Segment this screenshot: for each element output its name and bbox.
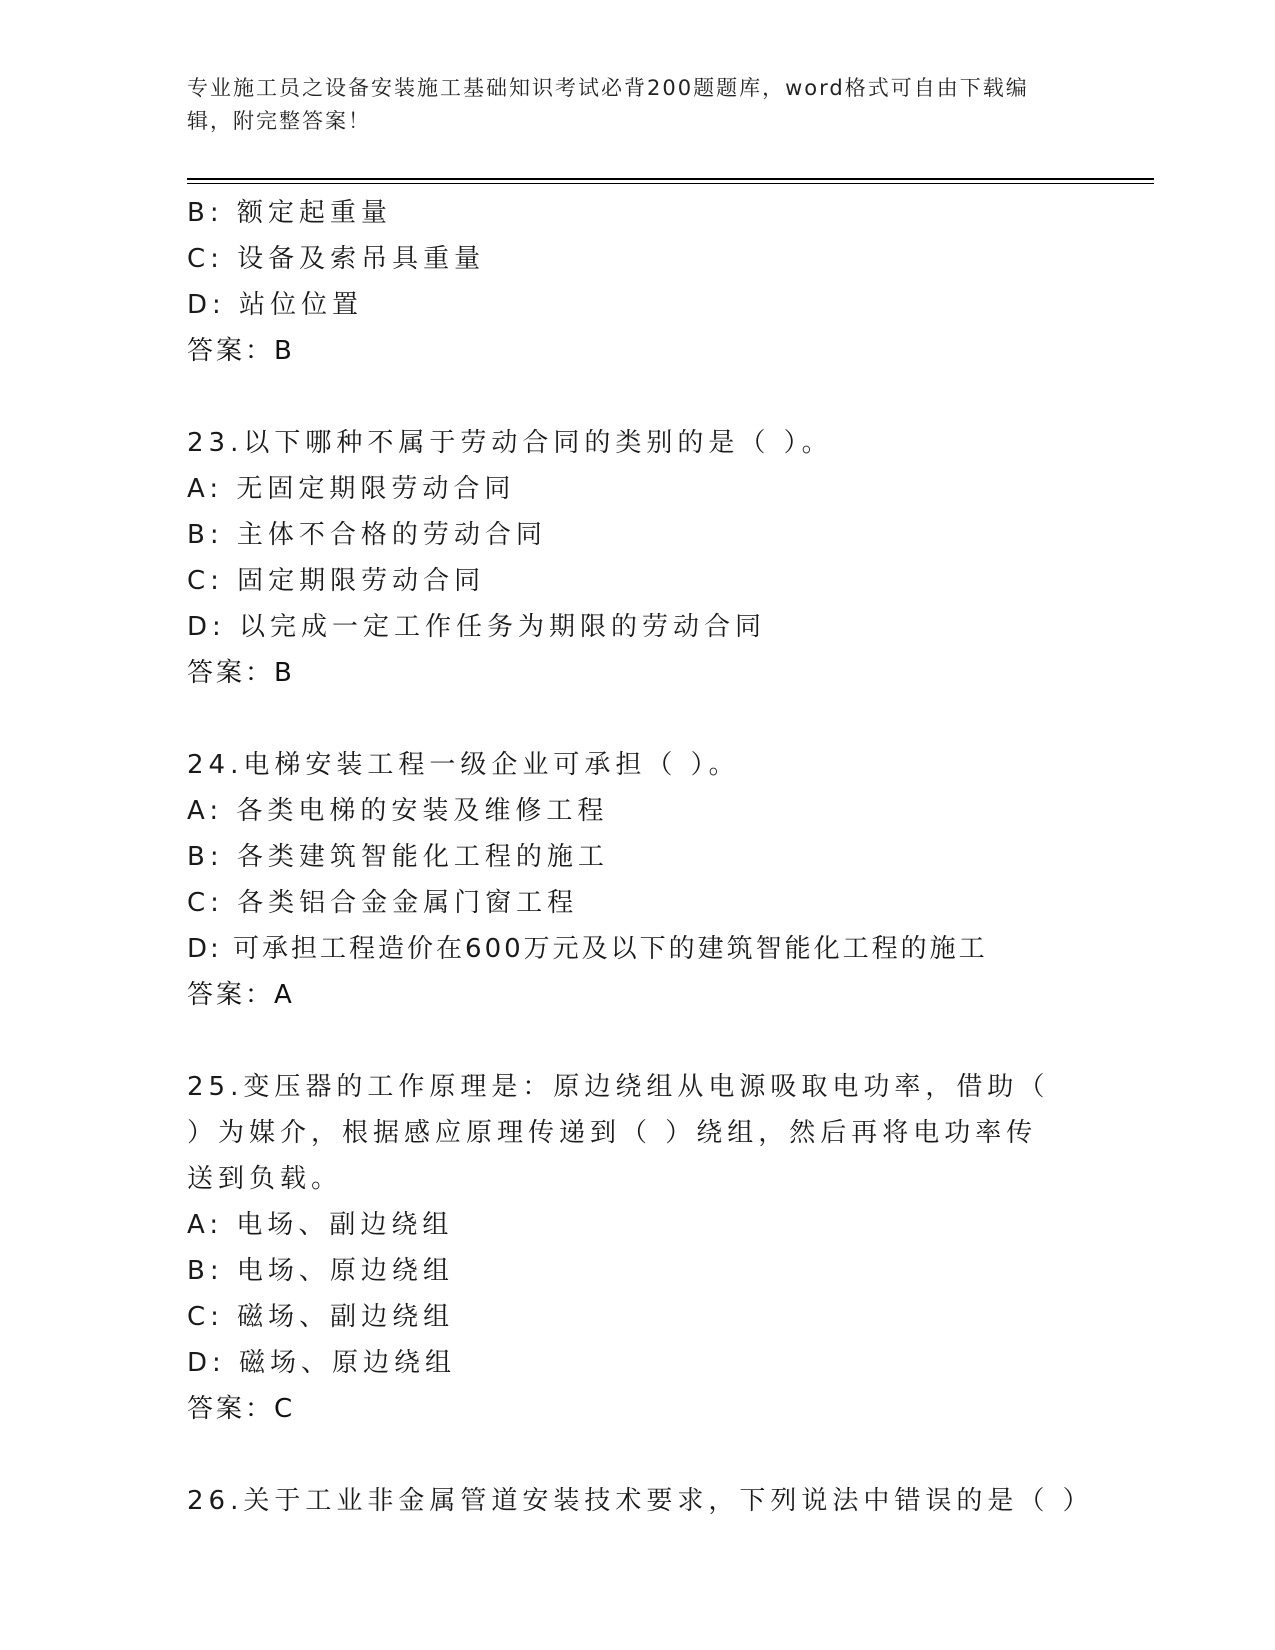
question-stem: 23.以下哪种不属于劳动合同的类别的是（ ）。: [187, 428, 833, 458]
option-a: A: 电场、副边绕组: [187, 1210, 454, 1240]
header-divider: [187, 178, 1154, 180]
option-b: B: 主体不合格的劳动合同: [187, 520, 547, 550]
answer: 答案：B: [187, 658, 295, 688]
option-b: B: 电场、原边绕组: [187, 1256, 454, 1286]
option-d: D: 以完成一定工作任务为期限的劳动合同: [187, 612, 767, 642]
option-a: A: 各类电梯的安装及维修工程: [187, 796, 609, 826]
answer: 答案：C: [187, 1394, 296, 1424]
option-c: C: 设备及索吊具重量: [187, 244, 486, 274]
question-22-continued: [187, 190, 1087, 374]
header-divider-thin: [187, 183, 1154, 184]
option-b: B: 各类建筑智能化工程的施工: [187, 842, 609, 872]
option-a: A: 无固定期限劳动合同: [187, 474, 516, 504]
option-d: D: 可承担工程造价在600万元及以下的建筑智能化工程的施工: [187, 934, 988, 964]
question-stem: 25.变压器的工作原理是：原边绕组从电源吸取电功率，借助（ ）为媒介，根据感应原理传递到（ ）绕组，然后再将电功率传送到负载。: [187, 1072, 1050, 1194]
question-23: [187, 420, 1087, 696]
question-25: [187, 1064, 1087, 1432]
option-b: B: 额定起重量: [187, 198, 392, 228]
page-header: 专业施工员之设备安装施工基础知识考试必背200题题库，word格式可自由下载编辑，附完整答案！: [187, 76, 1029, 133]
option-c: C: 固定期限劳动合同: [187, 566, 486, 596]
question-stem: 24.电梯安装工程一级企业可承担（ ）。: [187, 750, 740, 780]
option-d: D: 磁场、原边绕组: [187, 1348, 457, 1378]
question-26: [187, 1478, 1094, 1524]
option-c: C: 各类铝合金金属门窗工程: [187, 888, 579, 918]
answer: 答案：B: [187, 336, 295, 366]
option-c: C: 磁场、副边绕组: [187, 1302, 455, 1332]
question-24: [187, 742, 1087, 1018]
option-d: D: 站位位置: [187, 290, 364, 320]
answer: 答案：A: [187, 980, 295, 1010]
question-stem: 26.关于工业非金属管道安装技术要求，下列说法中错误的是（ ）: [187, 1486, 1094, 1516]
document-body: [187, 190, 1094, 1524]
